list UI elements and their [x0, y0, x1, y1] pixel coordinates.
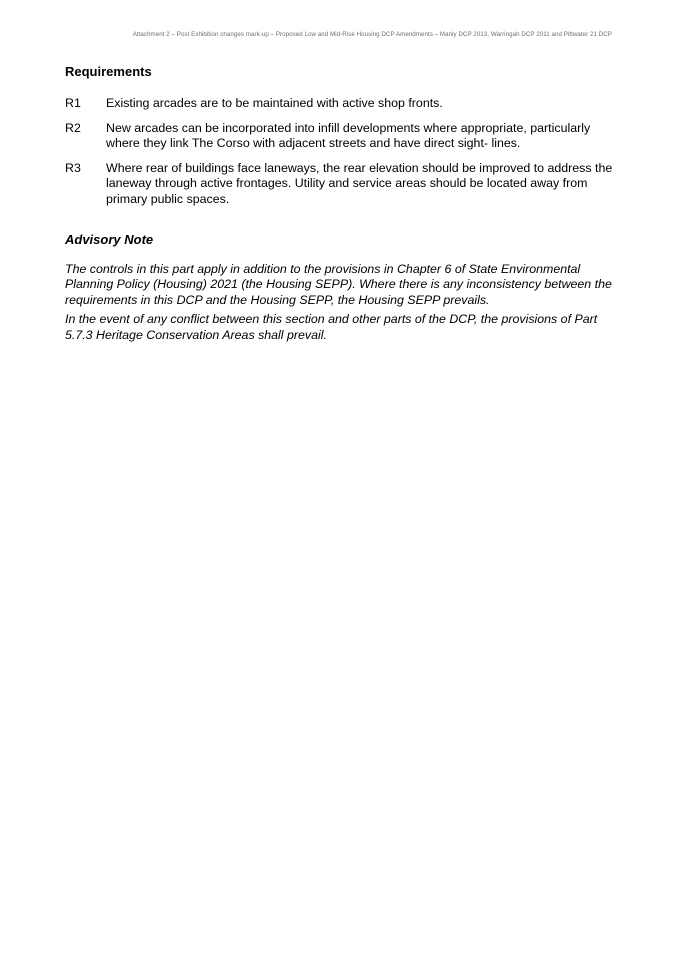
requirements-heading: Requirements	[65, 64, 152, 79]
requirement-code: R3	[65, 160, 81, 175]
requirements-list	[65, 96, 615, 208]
advisory-paragraph-2: In the event of any conflict between this section and other parts of the DCP, the provisions of Part 5.7.3 Heritage Conservation Areas shall prevail.	[65, 312, 598, 342]
running-header: Attachment 2 – Post Exhibition changes mark-up – Proposed Low and Mid-Rise Housing DCP Amendments – Manly DCP 2013, Warringah DCP 2011 and Pittwater 21 DCP	[132, 31, 612, 38]
page-content	[65, 64, 615, 348]
requirement-text: Where rear of buildings face laneways, the rear elevation should be improved to address the laneway through active frontages. Utility and service areas should be located away from primary public spaces.	[106, 160, 613, 206]
advisory-paragraph-1: The controls in this part apply in addition to the provisions in Chapter 6 of State Environmental Planning Policy (Housing) 2021 (the Housing SEPP). Where there is any inconsistency between the requirements in this DCP and the Housing SEPP, the Housing SEPP prevails.	[65, 261, 612, 307]
requirement-r3	[65, 161, 615, 208]
requirement-code: R2	[65, 120, 81, 135]
requirement-text: New arcades can be incorporated into infill developments where appropriate, particularly where they link The Corso with adjacent streets and have direct sight- lines.	[106, 120, 591, 151]
requirement-code: R1	[65, 96, 81, 110]
requirement-text: Existing arcades are to be maintained with active shop fronts.	[106, 96, 443, 110]
requirement-r2	[65, 121, 615, 152]
requirement-r1	[65, 96, 615, 112]
advisory-note-heading: Advisory Note	[65, 231, 154, 247]
